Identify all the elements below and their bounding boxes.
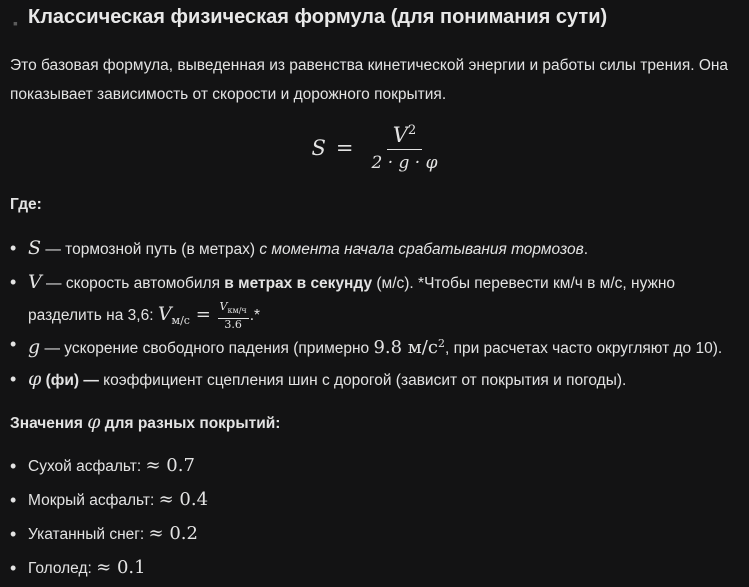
list-item: • g — ускорение свободного падения (примерно 9.8 $м/с^2$, при расчетах часто округляют до 10). xyxy=(10,329,742,364)
formula-numerator: $V^2$ xyxy=(387,123,422,150)
list-item: • φ (фи) — коэффициент сцепления шин с дорогой (зависит от покрытия и погоды). xyxy=(10,364,742,396)
list-item: • Мокрый асфальт: ≈ 0.4 xyxy=(10,485,742,516)
section-heading: Классическая физическая формула (для понимания сути) xyxy=(28,6,608,28)
list-item: • V — скорость автомобиля в метрах в секунду (м/с). *Чтобы перевести км/ч в м/с, нужно разделить на 3,6: $V_{м/с}$ = $V_{км/ч}$ 3.6 .* xyxy=(10,267,742,336)
list-item: • S — тормозной путь (в метрах) с момента начала срабатывания тормозов. xyxy=(10,233,742,265)
list-item: • Гололед: ≈ 0.1 xyxy=(10,553,742,584)
formula-fraction xyxy=(371,123,437,173)
heading-marker-icon: ▪ xyxy=(13,15,18,31)
formula-denominator: 2 · g · φ xyxy=(371,153,438,173)
braking-formula xyxy=(0,118,749,178)
list-item: • Укатанный снег: ≈ 0.2 xyxy=(10,519,742,550)
values-heading: Значения φ для разных покрытий: xyxy=(10,411,281,433)
where-label: Где: xyxy=(10,196,42,213)
list-item: • Сухой асфальт: ≈ 0.7 xyxy=(10,451,742,482)
formula-lhs: S xyxy=(311,136,326,160)
intro-paragraph: Это базовая формула, выведенная из равенства кинетической энергии и работы силы трения. Она показывает зависимость от скорости и дорожного покрытия. xyxy=(10,57,729,103)
conversion-fraction: $V_{км/ч}$ 3.6 xyxy=(219,300,247,331)
formula-equals: = xyxy=(335,136,354,160)
